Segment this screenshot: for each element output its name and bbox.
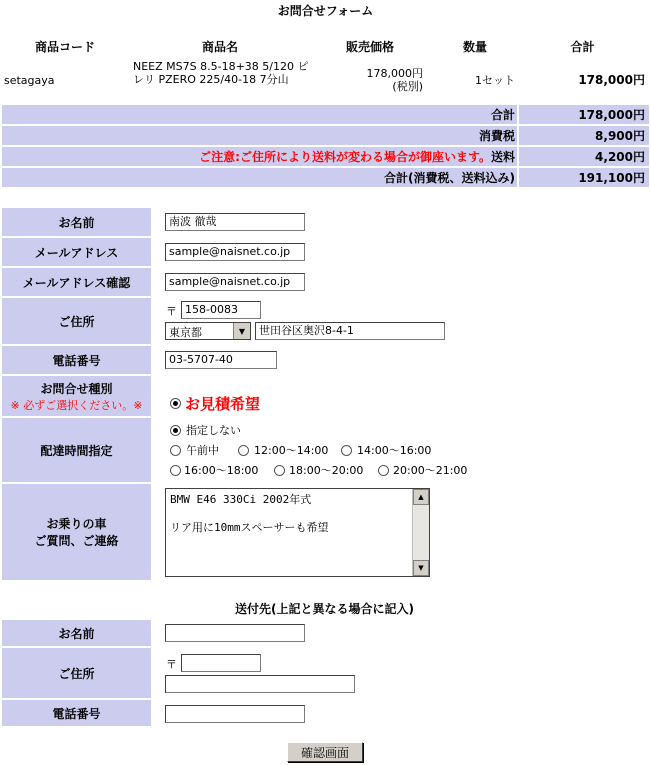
item-name: NEEZ MS7S 8.5-18+38 5/120 ピレリ PZERO 225/40-18 7分山: [133, 60, 309, 86]
phone-label: 電話番号: [2, 346, 151, 374]
shipping-notice: ご注意:ご住所により送料が変わる場合が御座います。: [199, 150, 491, 164]
item-total: 178,000円: [578, 73, 645, 87]
inquiry-radio-estimate[interactable]: [170, 398, 181, 409]
postal-mark: 〒: [166, 305, 177, 318]
delivery-option-14-16: 14:00～16:00: [357, 444, 432, 457]
phone-input[interactable]: 03-5707-40: [165, 351, 277, 369]
shipping-row: [2, 147, 649, 166]
form-title: お問合せフォーム: [277, 4, 374, 18]
delivery-option-20-21: 20:00～21:00: [393, 464, 468, 477]
item-qty: 1セット: [475, 74, 515, 87]
inquiry-label-cell: [2, 376, 151, 416]
email-input[interactable]: sample@naisnet.co.jp: [165, 243, 305, 261]
shipto-postal-mark: 〒: [166, 658, 177, 671]
inquiry-option-label: お見積希望: [185, 395, 261, 413]
delivery-radio-20-21[interactable]: [378, 465, 389, 476]
shipto-address-input[interactable]: [165, 675, 355, 693]
header-qty: 数量: [462, 40, 487, 54]
delivery-radio-16-18[interactable]: [170, 465, 181, 476]
scroll-down-icon[interactable]: ▼: [413, 560, 429, 576]
delivery-radio-14-16[interactable]: [341, 445, 352, 456]
item-price-note: (税別): [392, 80, 423, 93]
delivery-radio-18-20[interactable]: [274, 465, 285, 476]
header-price: 販売価格: [345, 40, 394, 54]
shipto-name-input[interactable]: [165, 624, 305, 642]
delivery-option-morning: 午前中: [186, 444, 219, 457]
inquiry-required-note: ※ 必ずご選択ください。※: [10, 398, 143, 412]
car-label: お乗りの車: [46, 517, 107, 531]
subtotal-row: [2, 105, 649, 124]
grand-total-value: 191,100円: [578, 171, 645, 185]
tax-row: [2, 126, 649, 145]
prefecture-select[interactable]: [165, 322, 251, 340]
postal-code-input[interactable]: 158-0083: [181, 301, 261, 319]
car-question-text: BMW E46 330Ci 2002年式 リア用に10mmスペーサーも希望: [170, 493, 329, 534]
delivery-option-16-18: 16:00～18:00: [184, 464, 259, 477]
delivery-radio-none[interactable]: [170, 425, 181, 436]
delivery-option-12-14: 12:00～14:00: [254, 444, 329, 457]
email-confirm-label: メールアドレス確認: [2, 268, 151, 296]
delivery-label: 配達時間指定: [2, 418, 151, 482]
email-label: メールアドレス: [2, 238, 151, 266]
shipto-name-label: お名前: [2, 620, 151, 646]
address-input[interactable]: 世田谷区奥沢8-4-1: [255, 322, 445, 340]
scroll-up-icon[interactable]: ▲: [413, 489, 429, 505]
shipto-postal-input[interactable]: [181, 654, 261, 672]
inquiry-note-label: ご質問、ご連絡: [34, 534, 119, 548]
shipto-address-label: ご住所: [2, 648, 151, 698]
inquiry-label: お問合せ種別: [40, 381, 113, 396]
chevron-down-icon[interactable]: ▼: [233, 323, 250, 339]
confirm-button[interactable]: 確認画面: [287, 742, 363, 762]
prefecture-value: 東京都: [169, 326, 202, 339]
delivery-radio-12-14[interactable]: [238, 445, 249, 456]
tax-value: 8,900円: [595, 129, 645, 143]
textarea-scrollbar[interactable]: [412, 489, 429, 576]
item-price: 178,000円: [366, 67, 423, 80]
shipto-phone-label: 電話番号: [2, 700, 151, 726]
delivery-option-none: 指定しない: [186, 424, 241, 437]
shipto-phone-input[interactable]: [165, 705, 305, 723]
address-label: ご住所: [2, 298, 151, 344]
car-question-textarea[interactable]: [165, 488, 430, 577]
item-code: setagaya: [4, 74, 55, 87]
delivery-option-18-20: 18:00～20:00: [289, 464, 364, 477]
header-name: 商品名: [201, 40, 238, 54]
car-label-cell: [2, 484, 151, 580]
header-total: 合計: [570, 40, 595, 54]
name-input[interactable]: 南波 徹哉: [165, 213, 305, 231]
shipping-value: 4,200円: [595, 150, 645, 164]
tax-label: 消費税: [478, 129, 515, 143]
shipto-title: 送付先(上記と異なる場合に記入): [235, 602, 414, 616]
grand-total-label: 合計(消費税、送料込み): [384, 171, 515, 185]
delivery-radio-morning[interactable]: [170, 445, 181, 456]
subtotal-value: 178,000円: [578, 108, 645, 122]
email-confirm-input[interactable]: sample@naisnet.co.jp: [165, 273, 305, 291]
subtotal-label: 合計: [490, 108, 515, 122]
name-label: お名前: [2, 208, 151, 236]
shipping-label-group: [199, 147, 515, 166]
header-code: 商品コード: [34, 40, 95, 54]
grand-total-row: [2, 168, 649, 187]
shipping-label: 送料: [490, 150, 515, 164]
